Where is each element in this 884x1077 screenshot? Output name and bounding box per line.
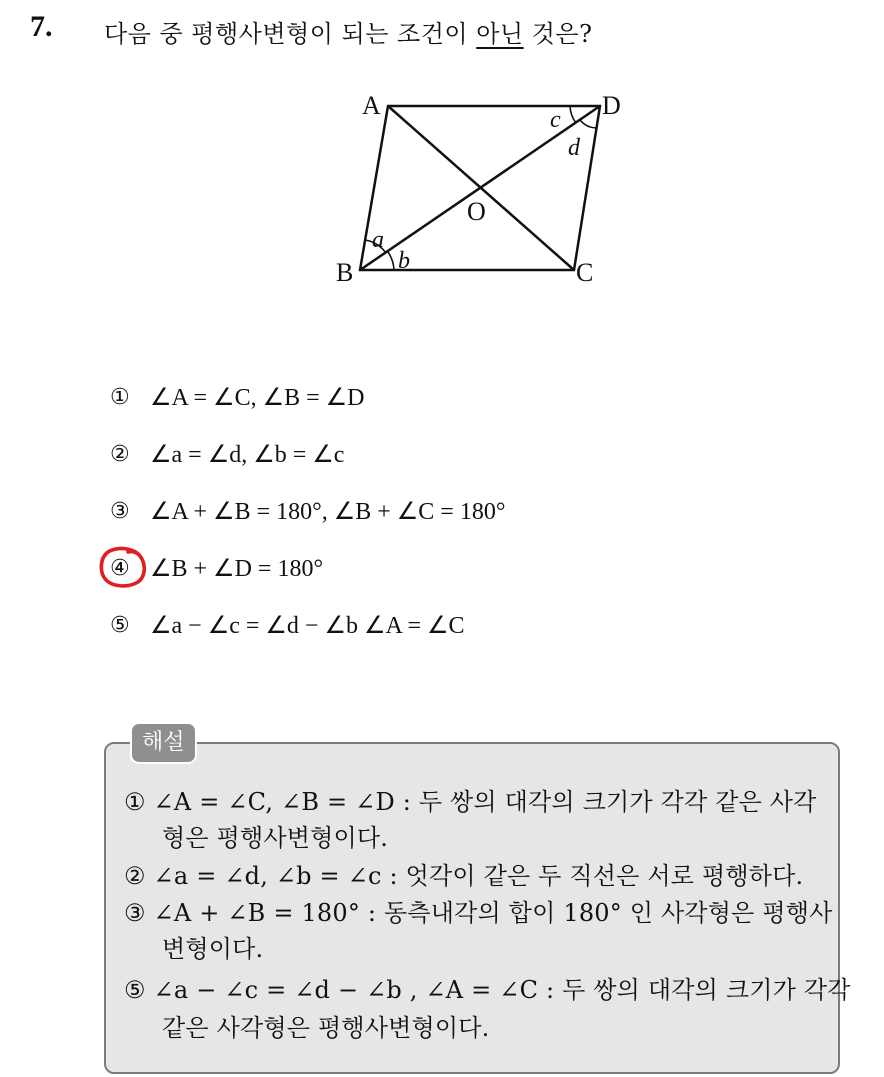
option-4-number: ④ <box>110 555 130 581</box>
solution-line-4: ③ ∠A + ∠B = 180° : 동측내각의 합이 180° 인 사각형은 평행사 <box>124 899 833 927</box>
option-2-number: ② <box>110 441 130 467</box>
solution-line-6: ⑤ ∠a − ∠c = ∠d − ∠b , ∠A = ∠C : 두 쌍의 대각의 크기가 각각 <box>124 976 851 1004</box>
option-1-number: ① <box>110 384 130 410</box>
option-5-number: ⑤ <box>110 612 130 638</box>
solution-line-1: ① ∠A = ∠C, ∠B = ∠D : 두 쌍의 대각의 크기가 각각 같은 사각 <box>124 788 817 816</box>
angle-b-arc <box>388 252 394 270</box>
question-text-after: 것은? <box>523 20 593 48</box>
question-number: 7. <box>30 10 53 43</box>
parallelogram-figure <box>0 0 884 320</box>
option-5-text: ∠a − ∠c = ∠d − ∠b ∠A = ∠C <box>150 612 465 639</box>
option-1[interactable] <box>110 382 365 412</box>
angle-d-label: d <box>568 135 580 161</box>
angle-d-arc <box>580 120 596 128</box>
question-text-underlined: 아닌 <box>476 20 524 48</box>
solution-line-2: 형은 평행사변형이다. <box>162 824 389 852</box>
angle-a-label: a <box>372 227 384 253</box>
vertex-a-label: A <box>362 91 381 120</box>
question-text-before: 다음 중 평행사변형이 되는 조건이 <box>104 20 477 48</box>
vertex-b-label: B <box>336 258 354 287</box>
option-3-number: ③ <box>110 498 130 524</box>
solution-tab: 해설 <box>130 722 197 764</box>
option-3[interactable] <box>110 496 505 526</box>
option-2-text: ∠a = ∠d, ∠b = ∠c <box>150 441 345 468</box>
angle-b-label: b <box>398 248 410 274</box>
center-o-label: O <box>467 197 486 226</box>
option-4-text: ∠B + ∠D = 180° <box>150 555 324 582</box>
answer-circle-mark <box>96 542 156 592</box>
diagonal-bd <box>360 106 600 270</box>
angle-c-label: c <box>550 107 561 133</box>
solution-line-5: 변형이다. <box>162 935 264 963</box>
solution-line-3: ② ∠a = ∠d, ∠b = ∠c : 엇각이 같은 두 직선은 서로 평행하다. <box>124 862 804 890</box>
vertex-c-label: C <box>576 258 594 287</box>
option-1-text: ∠A = ∠C, ∠B = ∠D <box>150 384 365 411</box>
option-3-text: ∠A + ∠B = 180°, ∠B + ∠C = 180° <box>150 498 506 525</box>
angle-c-arc <box>570 106 576 123</box>
solution-line-7: 같은 사각형은 평행사변형이다. <box>162 1014 490 1042</box>
option-2[interactable] <box>110 439 344 469</box>
vertex-d-label: D <box>602 91 621 120</box>
option-5[interactable] <box>110 610 465 640</box>
